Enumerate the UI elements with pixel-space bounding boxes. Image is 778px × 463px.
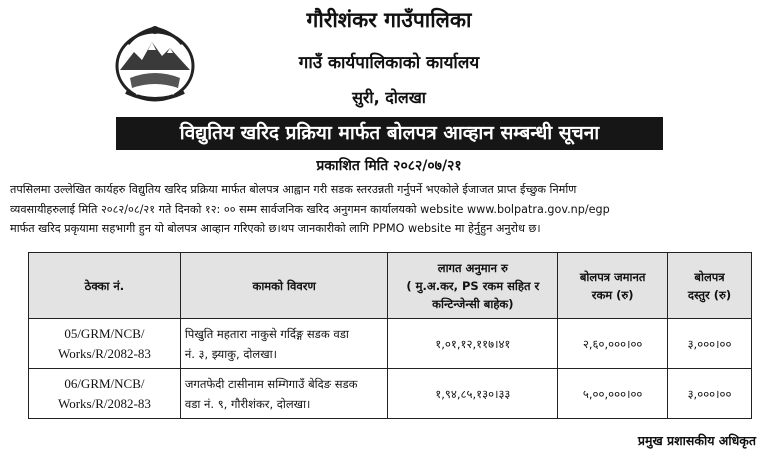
notice-body-line: व्यवसायीहरुलाई मिति २०८२/०८/२१ गते दिनको १२: ०० सम्म सार्वजनिक खरिद अनुगमन कार्यालयको website www.bolpatra.gov.np/egp: [10, 202, 610, 216]
header-description: कामको विवरण: [180, 253, 388, 319]
header-cost-estimate: [388, 253, 558, 319]
work-description-line: वडा नं. ९, गौरीशंकर, दोलखा।: [184, 396, 311, 411]
header-bid-fee: [668, 253, 752, 319]
table-row: [29, 369, 752, 419]
office-location: सुरी, दोलखा: [352, 88, 426, 107]
tender-table: [28, 252, 752, 419]
contract-code-line: Works/R/2082-83: [57, 395, 151, 411]
work-description-line: पिखुति महतारा नाकुसे गर्दिङ्ग सडक वडा: [184, 326, 349, 341]
table-header-row: [29, 253, 752, 319]
contract-code-line: 06/GRM/NCB/: [64, 375, 145, 391]
header-security-line: बोलपत्र जमानत: [579, 269, 646, 284]
header-cost-line: ( मु.अ.कर, PS रकम सहित र: [406, 278, 540, 293]
contract-code-cell: [29, 319, 181, 369]
bid-security-cell: ५,००,०००।००: [558, 369, 668, 419]
header-security-line: रकम (रु): [591, 287, 634, 302]
work-description-cell: [180, 369, 388, 419]
work-description-line: जगतफेदी टासीनाम सम्गिगाउँ बेदिङ सडक: [184, 376, 358, 391]
header-contract-no: ठेक्का नं.: [29, 253, 181, 319]
work-description-line: नं. ३, झ्याकु, दोलखा।: [184, 346, 277, 361]
header-cost-line: कन्टिन्जेन्सी बाहेक): [432, 296, 514, 311]
notice-body-line: तपसिलमा उल्लेखित कार्यहरु विद्युतिय खरिद प्रक्रिया मार्फत बोलपत्र आह्वान गरी सडक स्तरउन्नती गर्नुपर्ने भएकोले ईजाजत प्राप्त ईच्छुक निर्माण: [10, 183, 577, 196]
cost-estimate-cell: १,९४,८५,१३०।३३: [388, 369, 558, 419]
contract-code-line: Works/R/2082-83: [57, 345, 151, 361]
contract-code-cell: [29, 369, 181, 419]
cost-estimate-cell: १,०१,१२,११७।४१: [388, 319, 558, 369]
notice-body-line: मार्फत खरिद प्रकृयामा सहभागी हुन यो बोलपत्र आव्हान गरिएको छ।थप जानकारीको लागि PPMO website मा हेर्नुहुन अनुरोध छ।: [10, 222, 541, 235]
bid-fee-cell: ३,०००।००: [668, 319, 752, 369]
table-row: [29, 319, 752, 369]
contract-code-line: 05/GRM/NCB/: [64, 325, 145, 341]
work-description-cell: [180, 319, 388, 369]
bid-security-cell: २,६०,०००।००: [558, 319, 668, 369]
office-name: गाउँ कार्यपालिकाको कार्यालय: [298, 53, 480, 73]
signatory-title: प्रमुख प्रशासकीय अधिकृत: [637, 433, 756, 448]
header-fee-line: बोलपत्र: [694, 269, 725, 284]
header-fee-line: दस्तुर (रु): [687, 287, 732, 302]
bid-fee-cell: ३,०००।००: [668, 369, 752, 419]
notice-body: [10, 180, 770, 239]
notice-title: विद्युतिय खरिद प्रक्रिया मार्फत बोलपत्र आव्हान सम्बन्धी सूचना: [116, 117, 663, 150]
published-date: प्रकाशित मिति २०८२/०७/२१: [316, 158, 462, 174]
header-bid-security: [558, 253, 668, 319]
municipality-name: गौरीशंकर गाउँपालिका: [306, 8, 472, 32]
header-cost-line: लागत अनुमान रु: [437, 260, 508, 275]
